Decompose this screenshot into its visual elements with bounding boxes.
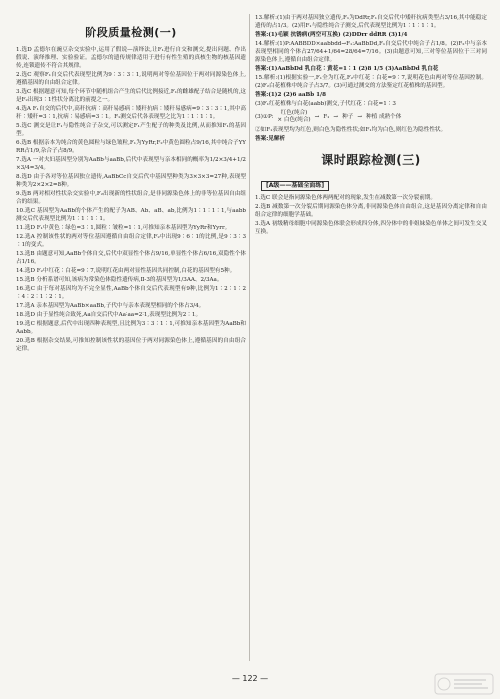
- answer-item: 12.选A 控制该性状的两对等位基因遵循自由组合定律,F₂中出现9∶6∶1的比例,是9∶3∶3∶1的变式。: [16, 234, 246, 248]
- arrow-icon: →: [357, 113, 362, 120]
- diagram-prefix: (3)①P:: [255, 113, 274, 120]
- answer-item: 11.选D F₁中黄色∶绿色=3∶1,圆粒∶皱粒=1∶1,可推知亲本基因型为YyRr和Yyrr。: [16, 225, 231, 231]
- answer-item: 20.选B 根据杂交结果,可推知控制该性状的基因位于两对同源染色体上,遵循基因的自由组合定律。: [16, 338, 246, 352]
- cross-diagram: [255, 110, 487, 124]
- answer-item: 2.选B 减数第一次分裂后期同源染色体分离,非同源染色体自由组合,这是基因分离定律和自由组合定律的细胞学基础。: [255, 204, 487, 218]
- answer-item: (3)F₁红花植株与白花(aabb)测交,子代红花∶白花=1∶3: [255, 101, 396, 107]
- arrow-icon: →: [314, 113, 320, 120]
- diagram-f1: F₁: [323, 113, 330, 120]
- answer-item: 3.选C 根据题意可知,每个环节中随机组合产生的后代比例接近,F₁的雌雄配子结合是随机的,这是F₂出现3∶1性状分离比的前提之一。: [16, 89, 246, 103]
- watermark-logo-icon: [434, 673, 494, 695]
- answer-item: 答案:(1)AaBbDd 乳白花∶黄花=1∶1 (2)8 1/5 (3)AaBbDd 乳白花: [255, 66, 439, 72]
- diagram-seed: 种子: [342, 113, 354, 120]
- answer-item: 3.选A 初级精母细胞中同源染色体联会形成四分体,四分体中的非姐妹染色单体之间可发生交叉互换。: [255, 221, 487, 235]
- answer-item: 13.选B 由题意可知,AaBb个体自交,后代中双显性个体占9/16,单显性个体占6/16,双隐性个体占1/16。: [16, 251, 246, 265]
- left-column: [16, 14, 246, 665]
- answer-item: 5.选C 测交是让F₁与隐性纯合子杂交,可以测定F₁产生配子的种类及比例,从而推知F₁的基因型。: [16, 123, 246, 137]
- answer-item: 4.选A F₁自交的后代中,高秆抗病∶高秆易感病∶矮秆抗病∶矮秆易感病=9∶3∶3∶1,其中高秆∶矮秆=3∶1,抗病∶易感病=3∶1。F₁测交后代各表现型之比为1∶1∶1∶1。: [16, 106, 246, 120]
- answer-item: 14.选D F₂中红花∶白花=9∶7,说明红花由两对显性基因共同控制,白花的基因型有5种。: [16, 268, 236, 274]
- diagram-result: 种植 成熟个体: [366, 113, 402, 120]
- arrow-icon: →: [333, 113, 339, 120]
- level-tag: [A级——基础全面练]: [261, 181, 329, 191]
- diagram-mid: × 白色(纯合): [277, 117, 311, 123]
- answer-item: 9.选B 两对相对性状杂交实验中,F₂出现新的性状组合,是非同源染色体上的非等位基因自由组合的结果。: [16, 191, 246, 205]
- answer-item: 10.选C 基因型为AaBb的个体产生的配子为AB、Ab、aB、ab,比例为1∶1∶1∶1,与aabb测交后代表现型比例为1∶1∶1∶1。: [16, 208, 246, 222]
- answer-item: 15.解析:(1)根据实验一,F₁全为红花,F₂中红花∶白花=9∶7,说明花色由两对等位基因控制。(2)F₂白花植株中纯合子占3/7。(3)可通过测交的方法鉴定红花植株的基因型。: [255, 75, 487, 89]
- right-column: [255, 14, 487, 665]
- answer-item: 1.选D 孟德尔在豌豆杂交实验中,运用了假说—演绎法,让F₁进行自交和测交,提出问题、作出假说、演绎推理、实验验证。孟德尔的遗传规律适用于进行有性生殖的真核生物的核基因遗传,连锁遗传不符合其规律。: [16, 47, 246, 69]
- answer-item: ②如F₁表现型均为红色,则白色为隐性性状;如F₁均为白色,则红色为隐性性状。: [255, 127, 447, 133]
- section-title-2: 课时跟踪检测(三): [321, 153, 421, 167]
- answer-item: 答案:(1)毛颖 抗锈病(两空可互换) (2)DDrr ddRR (3)1/4: [255, 32, 408, 38]
- answer-item: 16.选C 由于每对基因均为不完全显性,AaBb个体自交后代表现型有9种,比例为1∶2∶1∶2∶4∶2∶1∶2∶1。: [16, 286, 246, 300]
- answer-item: 15.选B 分析系谱可知,该病为常染色体隐性遗传病,Ⅱ-3的基因型为1/3AA、2/3Aa。: [16, 277, 223, 283]
- section-title: 阶段质量检测(一): [85, 26, 177, 39]
- answer-item: 14.解析:(1)P:AABBDD×aabbdd→F₁:AaBbDd,F₁自交后代中纯合子占1/8。(2)F₂中与亲本表现型相同的个体占27/64+1/64=28/64=7/16。(3)由题意可知,三对等位基因位于三对同源染色体上,遵循自由组合定律。: [255, 41, 487, 63]
- answer-item: 6.选B 根据亲本为纯合的黄色圆粒与绿色皱粒,F₁为YyRr,F₂中黄色圆粒占9/16,其中纯合子YYRR占1/9,杂合子占8/9。: [16, 140, 246, 154]
- answer-list: [16, 46, 246, 353]
- answer-item: 答案:(1)2 (2)6 aaBb 1/8: [255, 92, 326, 98]
- diagram-top: 红色(纯合): [280, 110, 308, 116]
- answer-item: 答案:见解析: [255, 136, 286, 142]
- answer-item: 18.选D 由于显性纯合致死,Aa自交后代中Aa∶aa=2∶1,表现型比例为2∶1。: [16, 312, 202, 318]
- answer-item: 2.选C 观察F₁自交后代表现型比例为9∶3∶3∶1,说明两对等位基因位于两对同源染色体上,遵循基因的自由组合定律。: [16, 72, 246, 86]
- answer-list-after-diagram: [255, 126, 487, 143]
- answer-item: 17.选A 亲本基因型为AaBb×aaBb,子代中与亲本表现型相同的个体占3/4。: [16, 303, 205, 309]
- column-divider: [249, 14, 250, 661]
- answer-list-2: [255, 194, 487, 236]
- answer-item: 8.选D 由于各对等位基因独立遗传,AaBbCc自交后代中基因型种类为3×3×3=27种,表现型种类为2×2×2=8种。: [16, 174, 246, 188]
- page-number: — 122 —: [231, 674, 269, 683]
- answer-item: 1.选C 联会是指同源染色体两两配对的现象,发生在减数第一次分裂前期。: [255, 195, 436, 201]
- answer-item: 13.解析:(1)由于两对基因独立遗传,F₁为DdRr,F₁自交后代中矮秆抗病类型占3/16,其中能稳定遗传的占1/3。(2)用F₁与隐性纯合子测交,后代表现型比例为1∶1∶1∶1。: [255, 15, 487, 29]
- answer-list-continued: [255, 14, 487, 108]
- answer-item: 7.选A 一对夫妇基因型分别为AaBb与aaBb,后代中表现型与亲本相同的概率为1/2×3/4+1/2×3/4=3/4。: [16, 157, 246, 171]
- answer-item: 19.选C 根据题意,后代中出现四种表现型,且比例为3∶3∶1∶1,可推知亲本基因型为AaBb和Aabb。: [16, 321, 246, 335]
